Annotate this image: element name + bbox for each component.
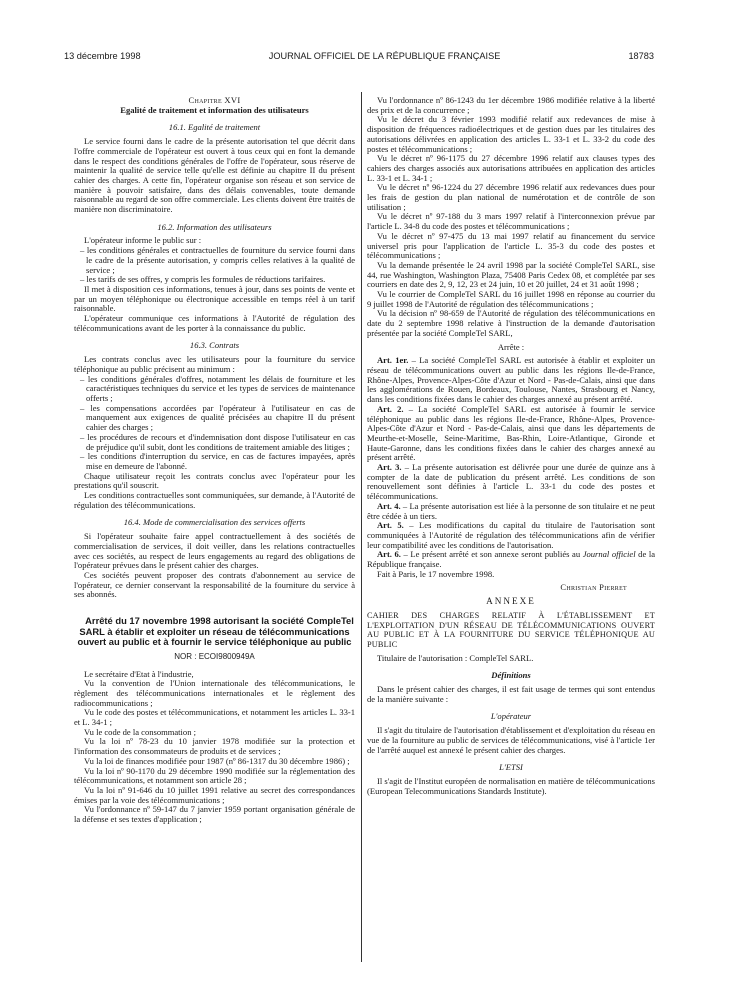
list-item: – les procédures de recours et d'indemnisation dont dispose l'utilisateur en cas de préjudice qu'il subit, dont les conditions de traitement amiable des litiges ;: [80, 431, 355, 452]
article-text: – La présente autorisation est liée à la personne de son titulaire et ne peut être cédée à un tiers.: [367, 500, 655, 521]
paragraph: Il met à disposition ces informations, tenues à jour, dans ses points de vente et par un moyen téléphonique ou électronique accessible en temps réel à un tarif raisonnable.: [74, 283, 355, 314]
vu-item: Vu le code des postes et télécommunications, et notamment les articles L. 33-1 et L. 34-1 ;: [74, 707, 355, 728]
vu-item: Vu le décret nº 96-1175 du 27 décembre 1996 relatif aux clauses types des cahiers des charges associés aux autorisations attribuées en application des articles L. 33-1 et L. 34-1 ;: [367, 153, 655, 183]
section-title-16-1: 16.1. Egalité de traitement: [168, 122, 261, 133]
article-text: – La présente autorisation est délivrée pour une durée de quinze ans à compter de la date de publication du présent arrêté. Les conditions de son renouvellement sont définies à l'article L. 33-1 du code des postes et télécommunications.: [367, 462, 655, 502]
definitions-intro: Dans le présent cahier des charges, il est fait usage de termes qui sont entendus de la manière suivante :: [367, 684, 655, 704]
section-text-16-1: Le service fourni dans le cadre de la présente autorisation tel que décrit dans l'offre commerciale de l'opérateur est ouvert à tous ceux qui en font la demande dans le respect des conditions générales de l'offre de l'opérateur, sous réserve de maintenir la qualité de service telle qu'elle est définie au chapitre II du présent cahier des charges. A cette fin, l'opérateur organise son réseau et son service de manière à pouvoir satisfaire, dans des délais convenables, toute demande raisonnable au regard de son offre commerciale. Les clients doivent être traités de manière non discriminatoire.: [74, 136, 355, 215]
definitions-heading: Définitions: [491, 670, 531, 681]
paragraph: Si l'opérateur souhaite faire appel contractuellement à des sociétés de commercialisation de services, il doit veiller, dans les relations contractuelles avec ces sociétés, au respect de leurs engagements au regard des obligations de l'opérateur prévues dans le présent cahier des charges.: [74, 531, 355, 571]
signature: Christian Pierret: [560, 582, 627, 593]
etsi-definition: Il s'agit de l'Institut européen de normalisation en matière de télécommunications (European Telecommunications Standards Institute).: [367, 776, 655, 796]
article-text: – La société CompleTel SARL est autorisée à établir et exploiter un réseau de télécommunications ouvert au public dans les régions Ile-de-France, Rhône-Alpes, Provence-Alpes-Côte d'Azur et Nord - Pas-de-Calais, ainsi que dans les agglomérations de Rouen, Bordeaux, Toulouse, Nantes, Strasbourg et Nancy, dans les conditions fixées dans le cahier des charges annexé au présent arrêté.: [367, 355, 655, 405]
section-title-16-4: 16.4. Mode de commercialisation des services offerts: [123, 517, 306, 528]
vu-item: Vu la loi de finances modifiée pour 1987 (nº 86-1317 du 30 décembre 1986) ;: [84, 755, 350, 766]
section-intro-16-3: Les contrats conclus avec les utilisateurs pour la fourniture du service téléphonique au public précisent au minimum :: [74, 354, 355, 374]
list-item: – les conditions d'interruption du service, en cas de factures impayées, après mise en demeure de l'abonné.: [80, 451, 355, 471]
list-item: – les tarifs de ses offres, y compris les formules de réductions tarifaires.: [80, 274, 326, 285]
article-6: [367, 550, 655, 569]
article-number: Art. 1er.: [377, 355, 409, 366]
vu-item: Vu la demande présentée le 24 avril 1998 par la société CompleTel SARL, sise 44, rue Washington, Washington Plaza, 75408 Paris Cedex 08, et complétée par ses courriers en date des 2, 9, 12, 23 et 24 juin, 10 et 20 juillet, 24 et 31 août 1998 ;: [367, 259, 655, 290]
list-item: – les conditions générales d'offres, notamment les délais de fourniture et les caractéristiques techniques du service et les types de services de maintenance offerts ;: [80, 373, 355, 403]
vu-item: Vu la loi nº 91-646 du 10 juillet 1991 relative au secret des correspondances émises par la voie des télécommunications ;: [74, 784, 355, 805]
article-text: de la République française.: [367, 549, 655, 570]
article-number: Art. 5.: [377, 520, 404, 531]
chapter-heading: Chapitre XVI: [188, 95, 241, 105]
article-4: [367, 502, 655, 521]
cahier-title: CAHIER DES CHARGES RELATIF À L'ÉTABLISSEMENT ET L'EXPLOITATION D'UN RÉSEAU DE TÉLÉCOMMUNICATIONS OUVERT AU PUBLIC ET À LA FOURNITURE DU SERVICE TÉLÉPHONIQUE AU PUBLIC: [367, 610, 655, 649]
article-text: – Le présent arrêté et son annexe seront publiés au: [400, 549, 583, 560]
article-text: – La société CompleTel SARL est autorisée à fournir le service téléphonique au public dans les régions Ile-de-France, Rhône-Alpes, Provence-Alpes-Côte d'Azur et Nord - Pas-de-Calais, ainsi que dans les départements de Meurthe-et-Moselle, Seine-Maritime, Bas-Rhin, Loire-Atlantique, Gironde et Haute-Garonne, dans les conditions fixées dans le cahier des charges annexé au présent arrêté.: [367, 403, 655, 463]
header-date: 13 décembre 1998: [64, 51, 141, 61]
paragraph: Ces sociétés peuvent proposer des contrats d'abonnement au service de l'opérateur, ce dernier conservant la responsabilité de la fourniture du service à ses abonnés.: [74, 569, 355, 600]
vu-item: Vu le code de la consommation ;: [84, 726, 196, 737]
header-journal-title: JOURNAL OFFICIEL DE LA RÉPUBLIQUE FRANÇAISE: [268, 51, 501, 61]
paragraph: Les conditions contractuelles sont communiquées, sur demande, à l'Autorité de régulation des télécommunications.: [74, 490, 355, 510]
vu-item: Vu le décret nº 97-188 du 3 mars 1997 relatif à l'interconnexion prévue par l'article L. 34-8 du code des postes et télécommunications ;: [367, 211, 655, 232]
vu-item: Vu le décret nº 96-1224 du 27 décembre 1996 relatif aux redevances dues pour les frais de gestion du plan national de numérotation et de contrôle de son utilisation ;: [367, 182, 655, 212]
vu-item: Vu le courrier de CompleTel SARL du 16 juillet 1998 en réponse au courrier du 9 juillet 1998 de l'Autorité de régulation des télécommunications ;: [367, 289, 655, 309]
chapter-title: Egalité de traitement et information des utilisateurs: [120, 104, 309, 115]
article-number: Art. 2.: [377, 403, 404, 414]
etsi-heading: L'ETSI: [499, 762, 523, 773]
article-5: [367, 521, 655, 550]
column-divider: [361, 92, 362, 962]
vu-item: Vu le décret nº 97-475 du 13 mai 1997 relatif au financement du service universel pris pour l'application de l'article L. 35-3 du code des postes et télécommunications ;: [367, 230, 655, 261]
vu-item: Vu la loi nº 90-1170 du 29 décembre 1990 modifiée sur la réglementation des télécommunications, et notamment son article 28 ;: [74, 765, 355, 786]
journal-reference: Journal officiel: [582, 549, 636, 560]
article-text: – Les modifications du capital du titulaire de l'autorisation sont communiquées à l'Autorité de régulation des télécommunications afin de vérifier leur compatibilité avec les conditions de l'autorisation.: [367, 520, 655, 550]
vu-item: Vu le décret du 3 février 1993 modifié relatif aux redevances de mise à disposition de fréquences radioélectriques et de gestion dues par les titulaires des autorisations délivrées en application des articles L. 33-1 et L. 33-2 du code des postes et télécommunications ;: [367, 114, 655, 154]
vu-item: Vu la décision nº 98-659 de l'Autorité de régulation des télécommunications en date du 2 septembre 1998 relative à l'instruction de la demande d'autorisation présentée par la société CompleTel SARL,: [367, 308, 655, 338]
left-column: [74, 96, 355, 825]
section-title-16-2: 16.2. Information des utilisateurs: [157, 221, 272, 232]
article-number: Art. 4.: [377, 500, 401, 511]
secretaire: Le secrétaire d'Etat à l'industrie,: [84, 668, 194, 679]
operateur-definition: Il s'agit du titulaire de l'autorisation d'établissement et d'exploitation du réseau en vue de la fourniture au public de services de télécommunications, visé à l'article 1er de l'arrêté auquel est annexé le présent cahier des charges.: [367, 725, 655, 755]
article-3: [367, 463, 655, 502]
page-header: [64, 52, 654, 62]
article-2: [367, 405, 655, 463]
titulaire: Titulaire de l'autorisation : CompleTel SARL.: [377, 652, 534, 663]
article-number: Art. 3.: [377, 462, 402, 473]
list-item: – les compensations accordées par l'opérateur à l'utilisateur en cas de manquement aux exigences de qualité précisées au chapitre II du présent cahier des charges ;: [80, 402, 355, 433]
paragraph: L'opérateur communique ces informations à l'Autorité de régulation des télécommunications avant de les porter à la connaissance du public.: [74, 313, 355, 333]
operateur-heading: L'opérateur: [490, 711, 532, 722]
list-item: – les conditions générales et contractuelles de fourniture du service fourni dans le cadre de la présente autorisation, y compris celles relatives à la qualité de service ;: [80, 245, 355, 275]
article-1: [367, 356, 655, 405]
right-column: [367, 96, 655, 796]
contract-list: [74, 375, 355, 472]
paragraph: Chaque utilisateur reçoit les contrats conclus avec l'opérateur pour les prestations qu'il souscrit.: [74, 470, 355, 491]
nor-reference: NOR : ECOI9800949A: [174, 651, 255, 661]
vu-item: Vu la loi nº 78-23 du 10 janvier 1978 modifiée sur la protection et l'information des consommateurs de produits et de services ;: [74, 736, 355, 757]
info-list: [74, 246, 355, 285]
fait-a-paris: Fait à Paris, le 17 novembre 1998.: [377, 568, 495, 579]
vu-item: Vu l'ordonnance nº 59-147 du 7 janvier 1959 portant organisation générale de la défense et ses textes d'application ;: [74, 804, 355, 825]
section-title-16-3: 16.3. Contrats: [189, 340, 240, 351]
vu-item: Vu l'ordonnance nº 86-1243 du 1er décembre 1986 modifiée relative à la liberté des prix et de la concurrence ;: [367, 95, 655, 115]
section-intro-16-2: L'opérateur informe le public sur :: [84, 235, 202, 246]
annexe-heading: ANNEXE: [486, 596, 536, 607]
vu-item: Vu la convention de l'Union internationale des télécommunications, le règlement des télécommunications internationales et le règlement des radiocommunications ;: [74, 678, 355, 708]
arrete-title: Arrêté du 17 novembre 1998 autorisant la société CompleTel SARL à établir et exploiter un réseau de télécommunications ouvert au public et à fournir le service téléphonique au public: [77, 615, 354, 648]
article-number: Art. 6.: [377, 549, 401, 560]
arrete-label: Arrête :: [497, 341, 525, 352]
header-page-number: 18783: [628, 51, 654, 61]
